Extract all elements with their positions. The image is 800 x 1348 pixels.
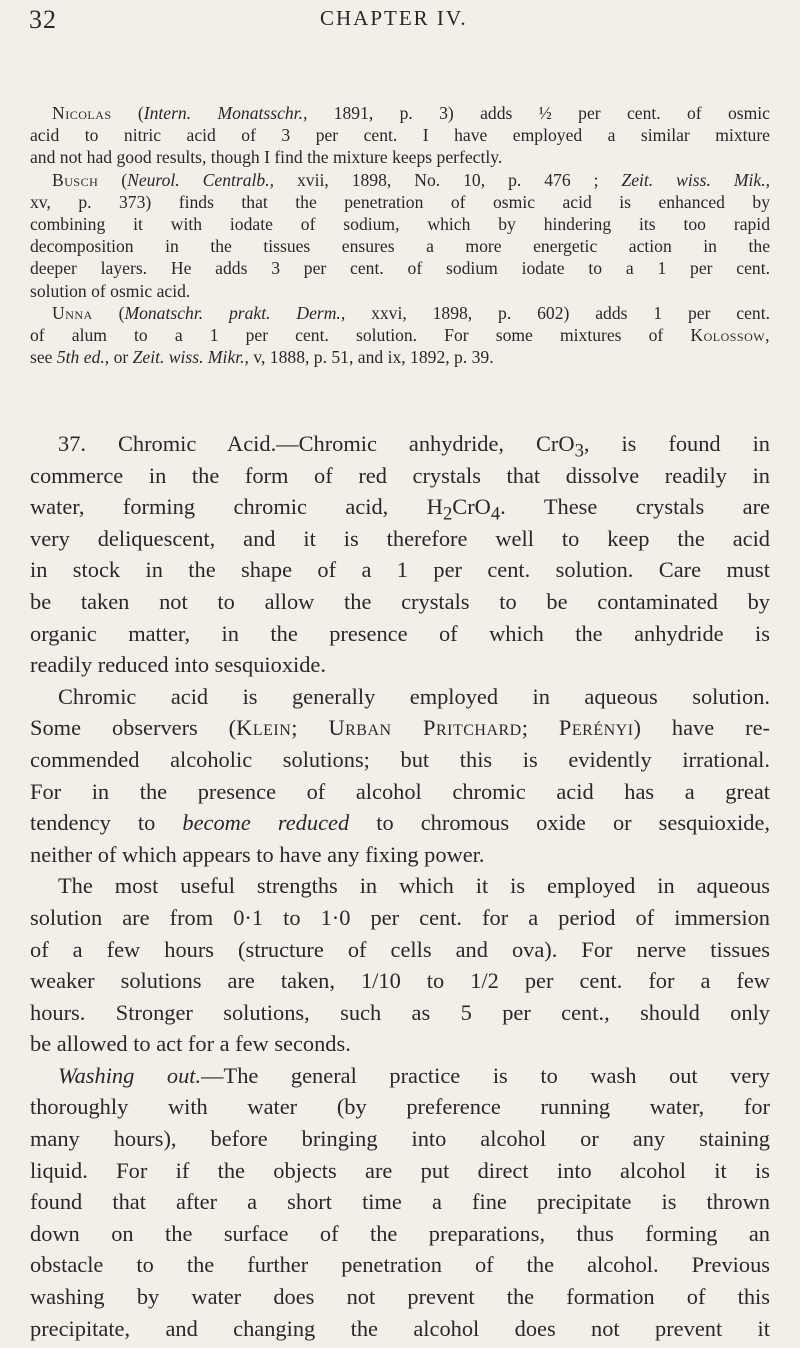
- text-run: deeper layers. He adds 3 per cent. of sodium iodate to a 1 per cent.: [30, 258, 770, 279]
- text-run: see: [30, 347, 57, 368]
- text-run: 5th ed.,: [56, 347, 110, 368]
- text-run: Urban Pritchard: [328, 715, 522, 741]
- text-run: thoroughly with water (by preference running water, for: [30, 1094, 770, 1120]
- text-run: acid to nitric acid of 3 per cent. I have employed a similar mixture: [30, 125, 770, 146]
- text-run: be allowed to act for a few seconds.: [30, 1031, 351, 1057]
- text-run: 2: [442, 503, 453, 525]
- text-run: found that after a short time a fine precipitate is thrown: [30, 1189, 770, 1215]
- text-run: 37. Chromic Acid.: [58, 431, 277, 456]
- note-line: [30, 124, 770, 146]
- text-run: Monatschr. prakt. Derm.,: [124, 302, 346, 323]
- text-run: water, forming chromic acid, H: [30, 494, 443, 520]
- text-run: liquid. For if the objects are put direct into alcohol it is: [30, 1157, 770, 1183]
- body-line: [30, 712, 770, 744]
- text-run: Intern. Monatsschr.,: [143, 103, 308, 123]
- body-line: [30, 1091, 770, 1123]
- body-line: [30, 1028, 770, 1060]
- text-run: . These crystals are: [500, 494, 770, 520]
- body-line: [30, 649, 770, 681]
- text-run: Zeit. wiss. Mikr.,: [132, 347, 249, 368]
- text-run: or: [109, 347, 133, 368]
- running-head: CHAPTER IV.: [320, 6, 468, 30]
- text-run: Unna: [52, 302, 93, 323]
- body-line: [30, 997, 770, 1029]
- note-line: [30, 235, 770, 257]
- text-run: commended alcoholic solutions; but this is evidently irrational.: [30, 746, 770, 772]
- note-line: [30, 324, 770, 346]
- note-line: [30, 302, 770, 324]
- body-line: [30, 554, 770, 586]
- note-line: [30, 146, 770, 168]
- text-run: solution of osmic acid.: [30, 280, 191, 301]
- text-run: per cent. for a few: [498, 968, 770, 994]
- text-run: organic matter, in the presence of which the anhydride is: [30, 620, 770, 646]
- text-run: neither of which appears to have any fixing power.: [30, 841, 485, 867]
- body-line: [30, 1186, 770, 1218]
- note-line: [30, 257, 770, 279]
- body-line: [30, 618, 770, 650]
- text-run: The most useful strengths in which it is employed in aqueous: [58, 873, 770, 899]
- text-run: Chromic acid is generally employed in aqueous solution.: [58, 683, 770, 709]
- text-run: solution are from 0·1 to 1·0 per cent. for a period of immersion: [30, 904, 770, 930]
- body-line: [30, 1123, 770, 1155]
- text-run: (: [98, 169, 128, 190]
- text-run: combining it with iodate of sodium, which by hindering its too rapid: [30, 213, 770, 234]
- text-run: Some observers (: [30, 715, 237, 741]
- body-line: [30, 839, 770, 871]
- body-line: [30, 1313, 770, 1345]
- body-line: [30, 965, 770, 997]
- fraction: 1/10: [360, 968, 401, 994]
- text-run: down on the surface of the preparations, thus forming an: [30, 1220, 770, 1246]
- text-run: commerce in the form of red crystals that dissolve readily in: [30, 462, 770, 488]
- text-run: Neurol. Centralb.,: [127, 169, 275, 190]
- text-run: in stock in the shape of a 1 per cent. solution. Care must: [30, 557, 770, 583]
- text-run: tendency to: [30, 810, 183, 836]
- text-run: 1891, p. 3) adds ½ per cent. of osmic: [307, 103, 770, 123]
- text-run: and not had good results, though I find the mixture keeps perfectly.: [30, 147, 503, 168]
- page-number: 32: [29, 5, 57, 34]
- text-run: ;: [521, 715, 559, 741]
- section-heading-line: [30, 428, 770, 460]
- text-run: hours. Stronger solutions, such as 5 per cent., should only: [30, 999, 770, 1025]
- text-run: 3: [574, 440, 584, 462]
- section-37-body: [30, 428, 770, 1344]
- text-run: Zeit. wiss. Mik.,: [621, 169, 770, 190]
- text-run: become reduced: [182, 810, 350, 836]
- body-line: [30, 744, 770, 776]
- text-run: xxvi, 1898, p. 602) adds 1 per cent.: [345, 302, 770, 323]
- body-line: [30, 1060, 770, 1092]
- note-line: [30, 280, 770, 302]
- text-run: xv, p. 373) finds that the penetration of osmic acid is enhanced by: [30, 191, 770, 212]
- body-line: [30, 491, 770, 523]
- body-line: [30, 1155, 770, 1187]
- text-run: many hours), before bringing into alcohol or any staining: [30, 1126, 770, 1152]
- text-run: 4: [490, 503, 501, 525]
- text-run: For in the presence of alcohol chromic acid has a great: [30, 778, 770, 804]
- text-run: —Chromic anhydride, CrO: [276, 431, 575, 456]
- text-run: (: [92, 302, 125, 323]
- notes-block: [30, 102, 770, 368]
- text-run: Perényi: [558, 715, 634, 741]
- body-line: [30, 523, 770, 555]
- body-line: [30, 776, 770, 808]
- note-line: [30, 213, 770, 235]
- note-line: [30, 102, 770, 124]
- text-run: Nicolas: [52, 103, 112, 123]
- body-line: [30, 1281, 770, 1313]
- fraction: 1/2: [470, 968, 499, 994]
- note-line: [30, 346, 770, 368]
- text-run: obstacle to the further penetration of the alcohol. Previous: [30, 1252, 770, 1278]
- text-run: xvii, 1898, No. 10, p. 476 ;: [274, 169, 622, 190]
- text-run: —The general practice is to wash out very: [201, 1062, 770, 1088]
- text-run: be taken not to allow the crystals to be contaminated by: [30, 588, 770, 614]
- text-run: readily reduced into sesquioxide.: [30, 652, 326, 678]
- text-run: very deliquescent, and it is therefore well to keep the acid: [30, 525, 770, 551]
- body-line: [30, 807, 770, 839]
- body-line: [30, 681, 770, 713]
- text-run: ) have re-: [633, 715, 770, 741]
- body-line: [30, 870, 770, 902]
- text-run: to chromous oxide or sesquioxide,: [349, 810, 770, 836]
- text-run: Kolossow,: [690, 324, 770, 345]
- body-line: [30, 1249, 770, 1281]
- text-run: decomposition in the tissues ensures a more energetic action in the: [30, 236, 770, 257]
- text-run: (: [111, 103, 144, 123]
- body-line: [30, 934, 770, 966]
- text-run: to: [400, 968, 471, 994]
- text-run: v, 1888, p. 51, and ix, 1892, p. 39.: [248, 347, 494, 368]
- note-line: [30, 169, 770, 191]
- text-run: ;: [291, 715, 329, 741]
- text-run: Washing out.: [58, 1062, 202, 1088]
- text-run: , is found in: [583, 431, 770, 456]
- text-run: weaker solutions are taken,: [30, 968, 361, 994]
- note-line: [30, 191, 770, 213]
- text-run: Busch: [52, 169, 99, 190]
- body-line: [30, 460, 770, 492]
- body-line: [30, 1218, 770, 1250]
- text-run: Klein: [236, 715, 292, 741]
- text-run: of alum to a 1 per cent. solution. For some mixtures of: [30, 324, 691, 345]
- text-run: of a few hours (structure of cells and ova). For nerve tissues: [30, 936, 770, 962]
- text-run: CrO: [452, 494, 491, 520]
- body-line: [30, 902, 770, 934]
- text-run: precipitate, and changing the alcohol does not prevent it: [30, 1315, 770, 1341]
- text-run: washing by water does not prevent the formation of this: [30, 1284, 770, 1310]
- body-line: [30, 586, 770, 618]
